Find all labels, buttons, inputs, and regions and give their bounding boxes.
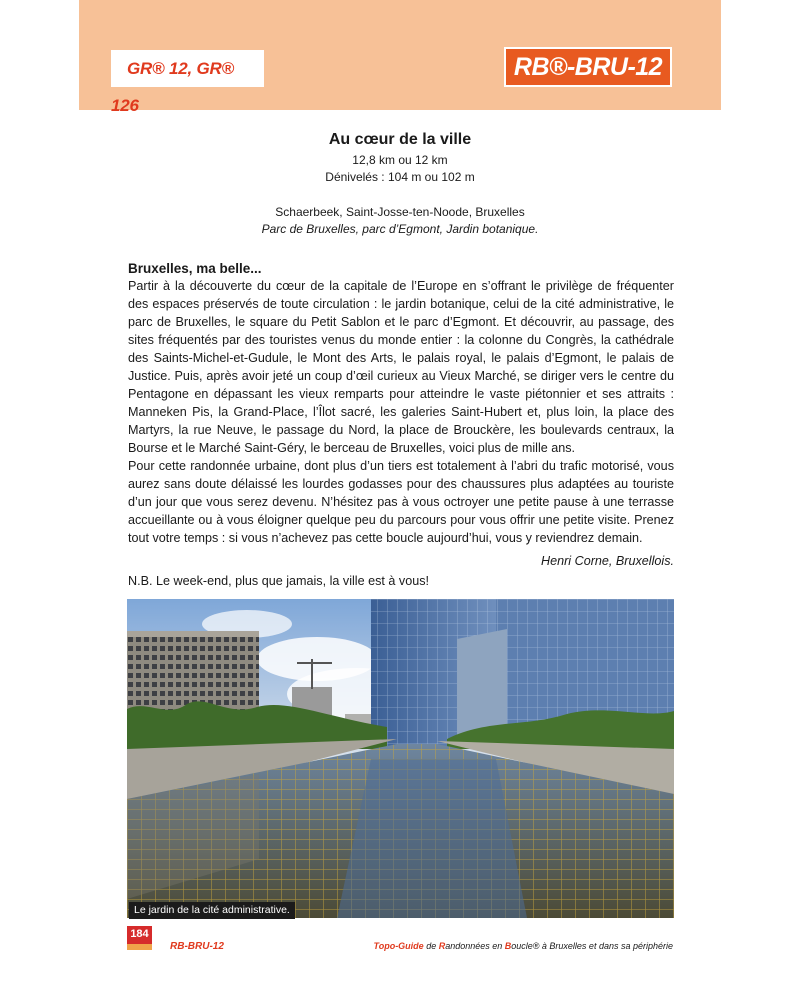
footer-guide-oucle: oucle® à Bruxelles et dans sa périphérie — [511, 941, 673, 951]
photo-cite-administrative — [127, 599, 674, 918]
footer-guide-de: de — [423, 941, 439, 951]
route-distance: 12,8 km ou 12 km — [352, 153, 448, 167]
route-elevation: Dénivelés : 104 m ou 102 m — [325, 170, 475, 184]
author-signature: Henri Corne, Bruxellois. — [541, 554, 674, 568]
page-number-text: 184 — [130, 928, 149, 940]
article-body — [128, 277, 674, 547]
footer-guide-b: B — [504, 941, 512, 951]
footer-guide-topo: Topo-Guide — [373, 941, 424, 951]
paragraph-2: Pour cette randonnée urbaine, dont plus d’un tiers est totalement à l’abri du trafic motorisé, vous aurez sans doute délaissé les lourdes godasses pour des chaussures plus adaptées au touriste d’un jour que vous serez devenu. N’hésitez pas à vous octroyer une petite pause à une terrasse accueillante ou à vous éloigner quelque peu du parcours pour vous offrir une petite visite. Prenez tout votre temps : si vous n’achevez pas cette boucle aujourd’hui, vous y reviendrez demain. — [128, 459, 674, 545]
footer-route-code: RB-BRU-12 — [170, 941, 224, 952]
route-parks: Parc de Bruxelles, parc d’Egmont, Jardin botanique. — [261, 222, 539, 236]
page-number — [127, 926, 152, 950]
gr-trail-badge: GR® 12, GR® 126 — [111, 50, 264, 87]
photo-caption: Le jardin de la cité administrative. — [129, 902, 295, 919]
footer-guide-title — [374, 941, 673, 951]
page-number-stripe — [127, 944, 152, 950]
rb-route-badge: RB®-BRU-12 — [504, 47, 672, 87]
route-communes: Schaerbeek, Saint-Josse-ten-Noode, Bruxelles — [275, 205, 525, 219]
paragraph-1: Partir à la découverte du cœur de la capitale de l’Europe en s’offrant le privilège de fréquenter des espaces préservés de toute circulation : le jardin botanique, celui de la cité administrative, le parc de Bruxelles, le square du Petit Sablon et le parc d’Egmont. Et découvrir, au passage, des sites fréquentés par des touristes venus du monde entier : la colonne du Congrès, la cathédrale des Saints-Michel-et-Gudule, le Mont des Arts, le palais royal, le palais d’Egmont, le palais de Justice. Puis, après avoir jeté un coup d’œil curieux au Vieux Marché, se diriger vers le centre du Pentagone en dépassant les vieux remparts pour atteindre le vaste piétonnier et ses attraits : Manneken Pis, la Grand-Place, l’Îlot sacré, les galeries Saint-Hubert et, plus loin, la place des Martyrs, la rue Neuve, le passage du Nord, la place de Brouckère, les boulevards centraux, la Bourse et le Marché Saint-Géry, le berceau de Bruxelles, voici plus de mille ans. — [128, 279, 674, 455]
section-heading: Bruxelles, ma belle... — [128, 261, 262, 276]
nb-note: N.B. Le week-end, plus que jamais, la ville est à vous! — [128, 574, 430, 588]
footer-guide-andonnees: andonnées en — [445, 941, 505, 951]
footer-guide-r: R — [438, 941, 446, 951]
route-title: Au cœur de la ville — [328, 131, 472, 148]
